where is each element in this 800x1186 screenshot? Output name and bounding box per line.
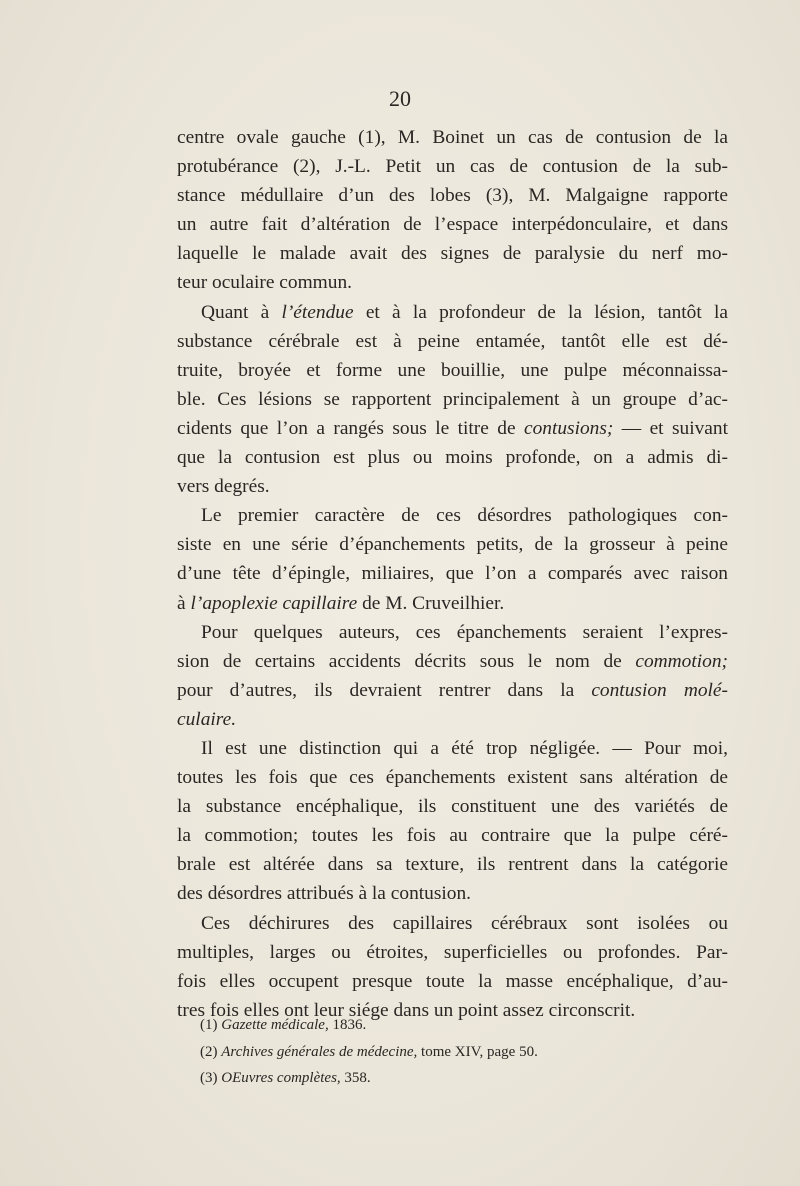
page-number: 20 (389, 86, 411, 111)
text-line (177, 501, 728, 530)
italic-text: l’étendue (281, 301, 354, 323)
text-run: (2) (200, 1043, 222, 1060)
text-run: fois elles occupent presque toute la masse encéphalique, d’au- (177, 970, 728, 992)
text-run: Pour quelques auteurs, ces épanchements seraient l’expres- (201, 621, 728, 643)
text-line (177, 938, 728, 967)
text-line (177, 559, 728, 588)
text-line (177, 181, 728, 210)
text-line (177, 879, 728, 908)
text-run: centre ovale gauche (1), M. Boinet un cas de contusion de la (177, 127, 728, 148)
text-run: Ces déchirures des capillaires cérébraux sont isolées ou (201, 912, 728, 934)
text-line (177, 618, 728, 647)
text-line (177, 327, 728, 356)
text-line (177, 385, 728, 414)
italic-text: OEuvres complètes, (221, 1070, 341, 1086)
text-line (177, 268, 728, 297)
text-run: (3) (200, 1070, 222, 1086)
text-line (177, 589, 728, 618)
italic-text: Gazette médicale, (221, 1017, 329, 1033)
italic-text: contusion molé- (591, 679, 728, 701)
text-run: vers degrés. (177, 476, 270, 498)
text-line (177, 123, 728, 152)
text-run: (1) (200, 1017, 222, 1033)
text-run: à (177, 592, 191, 614)
text-run: toutes les fois que ces épanchements existent sans altération de (177, 767, 728, 789)
text-run: 358. (340, 1070, 371, 1086)
text-run: un autre fait d’altération de l’espace interpédonculaire, et dans (177, 214, 728, 236)
text-line (177, 414, 728, 443)
text-line (177, 967, 728, 996)
text-run: substance cérébrale est à peine entamée, tantôt elle est dé- (177, 330, 728, 352)
text-run: pour d’autres, ils devraient rentrer dans la (177, 679, 592, 701)
italic-text: culaire. (177, 708, 237, 730)
text-line (177, 356, 728, 385)
text-line (177, 647, 728, 676)
body-text (177, 123, 728, 1025)
text-line (177, 298, 728, 327)
text-line (177, 239, 728, 268)
footnote (200, 1039, 640, 1066)
text-run: des désordres attribués à la contusion. (177, 883, 472, 905)
text-line (177, 472, 728, 501)
text-run: tres fois elles ont leur siége dans un point assez circonscrit. (177, 999, 636, 1021)
text-line (177, 530, 728, 559)
text-line (177, 734, 728, 763)
text-run: cidents que l’on a rangés sous le titre de (177, 417, 524, 439)
text-run: tome XIV, page 50. (417, 1043, 538, 1060)
text-line (177, 443, 728, 472)
footnotes (200, 1012, 640, 1092)
italic-text: contusions; (523, 417, 614, 439)
text-line (177, 792, 728, 821)
text-run: de M. Cruveilhier. (357, 592, 505, 614)
text-run: teur oculaire commun. (177, 272, 352, 294)
text-run: 1836. (328, 1017, 367, 1033)
footnote (200, 1012, 640, 1039)
italic-text: l’apoplexie capillaire (190, 592, 358, 614)
text-run: que la contusion est plus ou moins profonde, on a admis di- (177, 447, 728, 469)
text-run: — et suivant (613, 417, 728, 439)
text-run: la commotion; toutes les fois au contraire que la pulpe céré- (177, 825, 728, 847)
text-run: laquelle le malade avait des signes de paralysie du nerf mo- (177, 243, 728, 265)
text-run: sion de certains accidents décrits sous le nom de (177, 650, 636, 672)
text-run: Il est une distinction qui a été trop négligée. — Pour moi, (201, 737, 728, 759)
text-run: Le premier caractère de ces désordres pathologiques con- (201, 505, 728, 527)
text-run: multiples, larges ou étroites, superficielles ou profondes. Par- (177, 941, 728, 963)
text-line (177, 676, 728, 705)
text-run: stance médullaire d’un des lobes (3), M. Malgaigne rapporte (177, 185, 728, 207)
text-run: ble. Ces lésions se rapportent principalement à un groupe d’ac- (177, 388, 728, 410)
text-run: truite, broyée et forme une bouillie, une pulpe méconnaissa- (177, 359, 728, 381)
text-run: siste en une série d’épanchements petits, de la grosseur à peine (177, 534, 728, 556)
italic-text: Archives générales de médecine, (221, 1043, 418, 1060)
text-line (177, 152, 728, 181)
text-line (177, 850, 728, 879)
text-run: d’une tête d’épingle, miliaires, que l’on a comparés avec raison (177, 563, 728, 585)
footnote (200, 1065, 640, 1092)
text-line (177, 210, 728, 239)
text-line (177, 909, 728, 938)
italic-text: commotion; (635, 650, 728, 672)
text-run: brale est altérée dans sa texture, ils rentrent dans la catégorie (177, 854, 728, 876)
text-run: et à la profondeur de la lésion, tantôt la (353, 301, 728, 323)
text-run: Quant à (201, 301, 282, 323)
text-line (177, 705, 728, 734)
text-line (177, 763, 728, 792)
text-line (177, 821, 728, 850)
text-run: protubérance (2), J.-L. Petit un cas de contusion de la sub- (177, 156, 728, 178)
text-run: la substance encéphalique, ils constituent une des variétés de (177, 796, 728, 818)
